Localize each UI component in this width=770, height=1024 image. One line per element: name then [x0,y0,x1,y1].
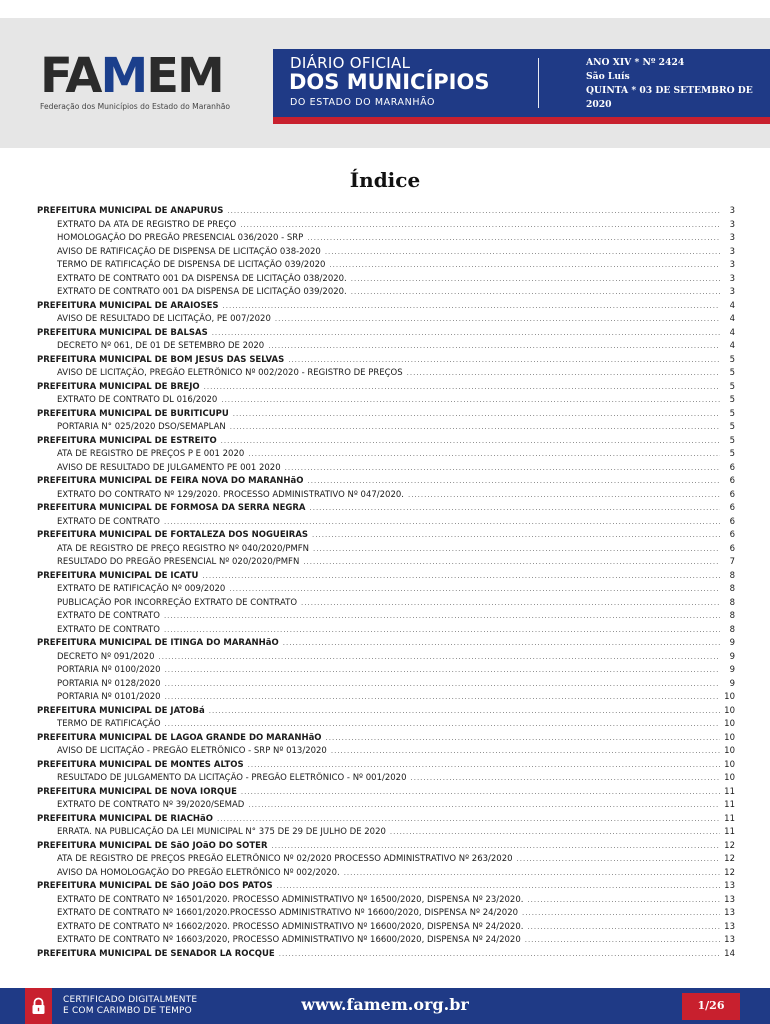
toc-dot-leader [312,529,720,543]
toc-section-row[interactable] [37,786,735,800]
toc-item-label: DECRETO Nº 091/2020 [57,651,155,662]
toc-section-label: PREFEITURA MUNICIPAL DE BOM JESUS DAS SELVAS [37,354,285,365]
toc-item-label: EXTRATO DE CONTRATO [57,516,160,527]
cert-line2: E COM CARIMBO DE TEMPO [63,1006,192,1016]
toc-page-number: 3 [729,206,735,216]
toc-section-label: PREFEITURA MUNICIPAL DE BURITICUPU [37,408,229,419]
toc-item-label: TERMO DE RATIFICAÇÃO [57,719,161,729]
toc-page-number: 4 [729,300,735,311]
toc-item-label: PORTARIA Nº 0101/2020 [57,692,161,702]
toc-section-label: PREFEITURA MUNICIPAL DE LAGOA GRANDE DO MARANHãO [37,732,322,743]
toc-section-row[interactable] [37,381,735,395]
toc-page-number: 8 [729,624,735,635]
toc-dot-leader [522,907,720,921]
toc-item-row[interactable] [37,610,735,624]
toc-item-row[interactable] [37,921,735,935]
toc-section-row[interactable] [37,948,735,962]
toc-section-row[interactable] [37,570,735,584]
toc-dot-leader [329,259,720,273]
toc-section-label: PREFEITURA MUNICIPAL DE FORTALEZA DOS NOGUEIRAS [37,530,309,540]
toc-item-row[interactable] [37,907,735,921]
toc-page-number: 8 [729,597,735,608]
toc-page-number: 13 [724,908,735,918]
toc-page-number: 9 [729,665,735,675]
toc-item-label: EXTRATO DE CONTRATO 001 DA DISPENSA DE LICITAÇÃO 039/2020. [57,287,347,297]
toc-dot-leader [165,691,720,705]
toc-section-label: PREFEITURA MUNICIPAL DE ARAIOSES [37,300,219,311]
toc-item-row[interactable] [37,772,735,786]
toc-dot-leader [227,205,720,219]
toc-dot-leader [303,556,720,570]
toc-dot-leader [325,246,720,260]
toc-section-row[interactable] [37,300,735,314]
toc-section-label: PREFEITURA MUNICIPAL DE SãO JOãO DO SOTER [37,840,268,851]
banner-red-stripe [273,117,770,124]
toc-dot-leader [390,826,720,840]
toc-dot-leader [165,718,720,732]
toc-section-row[interactable] [37,880,735,894]
toc-page-number: 7 [729,557,735,567]
toc-page-number: 11 [724,800,735,810]
toc-page-number: 3 [729,287,735,297]
toc-item-label: EXTRATO DE CONTRATO Nº 16501/2020. PROCESSO ADMINISTRATIVO Nº 16500/2020, DISPENSA Nº 23/2020. [57,894,524,905]
toc-item-row[interactable] [37,219,735,233]
toc-page-number: 5 [729,395,735,405]
toc-item-label: DECRETO Nº 061, DE 01 DE SETEMBRO DE 2020 [57,341,265,351]
toc-item-row[interactable] [37,664,735,678]
toc-item-row[interactable] [37,583,735,597]
toc-page-number: 6 [729,543,735,554]
toc-item-row[interactable] [37,394,735,408]
toc-page-number: 6 [729,516,735,527]
famem-logo [40,48,240,111]
toc-page-number: 8 [729,611,735,621]
toc-item-label: EXTRATO DE CONTRATO [57,611,160,621]
toc-page-number: 4 [729,341,735,351]
toc-item-row[interactable] [37,313,735,327]
toc-section-label: PREFEITURA MUNICIPAL DE BREJO [37,381,200,392]
toc-dot-leader [202,570,720,584]
toc-item-row[interactable] [37,826,735,840]
toc-page-number: 5 [729,381,735,392]
toc-item-row[interactable] [37,489,735,503]
toc-section-row[interactable] [37,840,735,854]
toc-dot-leader [229,583,720,597]
toc-page-number: 4 [729,327,735,338]
logo-wordmark: FAMEM [40,48,223,104]
toc-page-number: 4 [729,314,735,324]
toc-page-number: 6 [729,530,735,540]
toc-item-label: EXTRATO DE CONTRATO Nº 16603/2020, PROCESSO ADMINISTRATIVO Nº 16600/2020, DISPENSA Nº 24/2020 [57,935,521,945]
toc-page-number: 6 [729,476,735,486]
toc-section-row[interactable] [37,759,735,773]
toc-item-label: TERMO DE RATIFICAÇÃO DE DISPENSA DE LICITAÇÃO 039/2020 [57,260,326,270]
toc-dot-leader [351,273,720,287]
toc-section-row[interactable] [37,354,735,368]
toc-dot-leader [233,408,720,422]
toc-item-label: ATA DE REGISTRO DE PREÇO REGISTRO Nº 040/2020/PMFN [57,543,310,554]
toc-page-number: 9 [729,638,735,648]
toc-section-label: PREFEITURA MUNICIPAL DE ITINGA DO MARANHãO [37,638,279,648]
toc-item-row[interactable] [37,543,735,557]
toc-item-label: PORTARIA Nº 0128/2020 [57,678,161,689]
toc-dot-leader [272,840,721,854]
toc-page-number: 3 [729,246,735,257]
toc-section-row[interactable] [37,813,735,827]
toc-page-number: 10 [724,705,735,716]
toc-item-label: AVISO DE LICITAÇÃO - PREGÃO ELETRÔNICO - SRP Nº 013/2020 [57,746,327,756]
toc-item-label: AVISO DE RESULTADO DE JULGAMENTO PE 001 2020 [57,462,281,473]
toc-dot-leader [248,759,720,773]
toc-page-number: 12 [724,867,735,878]
edition-city: São Luís [586,71,630,82]
toc-dot-leader [212,327,720,341]
toc-dot-leader [308,475,720,489]
toc-item-label: RESULTADO DE JULGAMENTO DA LICITAÇÃO - PREGÃO ELETRÔNICO - Nº 001/2020 [57,773,407,783]
toc-page-number: 5 [729,354,735,365]
toc-page-number: 10 [724,759,735,770]
toc-page-number: 9 [729,651,735,662]
toc-section-label: PREFEITURA MUNICIPAL DE NOVA IORQUE [37,786,237,797]
toc-dot-leader [331,745,720,759]
toc-section-row[interactable] [37,205,735,219]
toc-dot-leader [223,300,720,314]
toc-item-row[interactable] [37,516,735,530]
toc-dot-leader [230,421,720,435]
toc-page-number: 6 [729,462,735,473]
toc-page-number: 11 [724,827,735,837]
toc-dot-leader [411,772,721,786]
banner-title-line3: DO ESTADO DO MARANHÃO [290,97,436,108]
toc-dot-leader [408,489,720,503]
toc-item-label: HOMOLOGAÇÃO DO PREGÃO PRESENCIAL 036/2020 - SRP [57,233,304,243]
edition-date: QUINTA * 03 DE SETEMBRO DE 2020 [586,85,753,110]
toc-section-row[interactable] [37,705,735,719]
table-of-contents [37,205,735,961]
toc-section-label: PREFEITURA MUNICIPAL DE ICATU [37,570,199,581]
edition-info [586,56,766,112]
toc-dot-leader [288,354,720,368]
toc-section-label: PREFEITURA MUNICIPAL DE BALSAS [37,327,208,338]
toc-section-row[interactable] [37,475,735,489]
toc-dot-leader [164,610,720,624]
toc-dot-leader [221,394,720,408]
toc-page-number: 13 [724,894,735,905]
toc-page-number: 5 [729,368,735,378]
toc-item-row[interactable] [37,232,735,246]
toc-dot-leader [240,219,720,233]
toc-dot-leader [165,678,720,692]
toc-section-label: PREFEITURA MUNICIPAL DE FEIRA NOVA DO MARANHãO [37,476,304,486]
toc-dot-leader [204,381,720,395]
toc-page-number: 5 [729,435,735,446]
toc-page-number: 14 [724,948,735,959]
toc-dot-leader [209,705,720,719]
toc-page-number: 8 [729,570,735,581]
toc-item-label: EXTRATO DE RATIFICAÇÃO Nº 009/2020 [57,584,226,594]
toc-page-number: 10 [724,692,735,702]
toc-page-number: 5 [729,422,735,432]
toc-item-row[interactable] [37,853,735,867]
toc-page-number: 13 [724,935,735,945]
toc-section-row[interactable] [37,529,735,543]
toc-item-label: EXTRATO DE CONTRATO Nº 16601/2020.PROCESSO ADMINISTRATIVO Nº 16600/2020, DISPENSA Nº 24/2020 [57,908,519,918]
toc-item-row[interactable] [37,934,735,948]
toc-dot-leader [326,732,720,746]
toc-page-number: 6 [729,503,735,513]
toc-item-row[interactable] [37,718,735,732]
toc-item-label: PUBLICAÇÃO POR INCORREÇÃO EXTRATO DE CONTRATO [57,597,298,608]
toc-section-label: PREFEITURA MUNICIPAL DE ESTREITO [37,435,217,446]
toc-dot-leader [527,894,720,908]
toc-dot-leader [268,340,720,354]
index-title: Índice [349,168,421,192]
toc-section-label: PREFEITURA MUNICIPAL DE SENADOR LA ROCQUE [37,948,275,959]
toc-page-number: 12 [724,840,735,851]
toc-page-number: 13 [724,881,735,891]
toc-item-row[interactable] [37,799,735,813]
toc-item-label: EXTRATO DE CONTRATO 001 DA DISPENSA DE LICITAÇÃO 038/2020. [57,273,347,284]
banner-title-line1: DIÁRIO OFICIAL [290,54,411,72]
banner-title-line2: DOS MUNICÍPIOS [289,70,490,94]
toc-section-row[interactable] [37,502,735,516]
website-link[interactable]: www.famem.org.br [301,995,469,1014]
toc-dot-leader [164,624,720,638]
toc-item-label: EXTRATO DE CONTRATO Nº 16602/2020. PROCESSO ADMINISTRATIVO Nº 16600/2020, DISPENSA Nº 24/2020. [57,921,524,932]
toc-dot-leader [285,462,720,476]
toc-page-number: 5 [729,408,735,419]
toc-item-label: ERRATA. NA PUBLICAÇÃO DA LEI MUNICIPAL N° 375 DE 29 DE JULHO DE 2020 [57,827,386,837]
toc-section-row[interactable] [37,435,735,449]
toc-item-row[interactable] [37,867,735,881]
toc-item-label: AVISO DE LICITAÇÃO, PREGÃO ELETRÔNICO Nº 002/2020 - REGISTRO DE PREÇOS [57,368,403,378]
page-indicator: 1/26 [697,999,725,1012]
toc-item-row[interactable] [37,367,735,381]
toc-page-number: 8 [729,584,735,594]
toc-item-row[interactable] [37,651,735,665]
toc-item-label: AVISO DA HOMOLOGAÇÃO DO PREGÃO ELETRÔNICO Nº 002/2020. [57,867,340,878]
toc-section-row[interactable] [37,637,735,651]
toc-page-number: 3 [729,233,735,243]
toc-section-label: PREFEITURA MUNICIPAL DE RIACHãO [37,813,214,824]
toc-dot-leader [351,286,720,300]
toc-item-label: EXTRATO DO CONTRATO Nº 129/2020. PROCESSO ADMINISTRATIVO Nº 047/2020. [57,489,404,500]
toc-dot-leader [241,786,720,800]
toc-item-label: ATA DE REGISTRO DE PREÇOS P E 001 2020 [57,449,245,459]
toc-item-row[interactable] [37,448,735,462]
toc-dot-leader [165,664,720,678]
toc-item-row[interactable] [37,421,735,435]
toc-page-number: 11 [724,813,735,824]
toc-dot-leader [517,853,720,867]
toc-page-number: 6 [729,489,735,500]
toc-item-row[interactable] [37,340,735,354]
toc-item-row[interactable] [37,259,735,273]
toc-dot-leader [221,435,720,449]
toc-item-row[interactable] [37,745,735,759]
toc-dot-leader [217,813,720,827]
toc-section-row[interactable] [37,408,735,422]
toc-item-label: PORTARIA Nº 0100/2020 [57,665,161,675]
toc-section-label: PREFEITURA MUNICIPAL DE ANAPURUS [37,206,224,216]
toc-dot-leader [279,948,720,962]
toc-section-label: PREFEITURA MUNICIPAL DE SãO JOãO DOS PATOS [37,881,273,891]
toc-dot-leader [407,367,720,381]
toc-dot-leader [301,597,720,611]
toc-page-number: 10 [724,719,735,729]
toc-item-row[interactable] [37,894,735,908]
toc-item-row[interactable] [37,678,735,692]
toc-dot-leader [313,543,720,557]
toc-item-label: RESULTADO DO PREGÃO PRESENCIAL Nº 020/2020/PMFN [57,557,300,567]
toc-page-number: 11 [724,786,735,797]
toc-page-number: 13 [724,921,735,932]
toc-item-row[interactable] [37,246,735,260]
toc-item-row[interactable] [37,556,735,570]
toc-page-number: 9 [729,678,735,689]
toc-item-row[interactable] [37,597,735,611]
toc-page-number: 10 [724,773,735,783]
toc-section-label: PREFEITURA MUNICIPAL DE MONTES ALTOS [37,759,244,770]
toc-page-number: 3 [729,273,735,284]
toc-item-label: PORTARIA N° 025/2020 DSO/SEMAPLAN [57,422,226,432]
toc-section-row[interactable] [37,327,735,341]
banner-divider [538,58,539,108]
toc-dot-leader [164,516,720,530]
toc-dot-leader [525,934,720,948]
toc-dot-leader [344,867,720,881]
toc-item-label: EXTRATO DE CONTRATO DL 016/2020 [57,395,218,405]
toc-page-number: 10 [724,732,735,743]
toc-item-label: AVISO DE RATIFICAÇÃO DE DISPENSA DE LICITAÇÃO 038-2020 [57,246,321,257]
edition-number: ANO XIV * Nº 2424 [586,57,685,68]
toc-dot-leader [248,799,720,813]
toc-dot-leader [307,232,720,246]
toc-page-number: 3 [729,219,735,230]
toc-page-number: 10 [724,746,735,756]
toc-page-number: 3 [729,260,735,270]
toc-item-row[interactable] [37,691,735,705]
toc-dot-leader [310,502,721,516]
toc-dot-leader [527,921,720,935]
toc-item-row[interactable] [37,462,735,476]
toc-item-label: ATA DE REGISTRO DE PREÇOS PREGÃO ELETRÔNICO Nº 02/2020 PROCESSO ADMINISTRATIVO Nº 263/2020 [57,854,513,864]
toc-item-label: EXTRATO DE CONTRATO Nº 39/2020/SEMAD [57,800,245,810]
logo-subtitle: Federação dos Municípios do Estado do Maranhão [40,102,231,111]
toc-item-row[interactable] [37,286,735,300]
toc-item-label: AVISO DE RESULTADO DE LICITAÇÃO, PE 007/2020 [57,314,271,324]
toc-dot-leader [275,313,720,327]
toc-dot-leader [248,448,720,462]
toc-page-number: 5 [729,449,735,459]
toc-dot-leader [283,637,720,651]
toc-item-row[interactable] [37,273,735,287]
toc-dot-leader [277,880,720,894]
toc-item-row[interactable] [37,624,735,638]
toc-section-row[interactable] [37,732,735,746]
toc-page-number: 12 [724,854,735,864]
toc-dot-leader [159,651,721,665]
toc-item-label: EXTRATO DE CONTRATO [57,624,160,635]
cert-line1: CERTIFICADO DIGITALMENTE [63,995,198,1005]
toc-section-label: PREFEITURA MUNICIPAL DE FORMOSA DA SERRA NEGRA [37,503,306,513]
toc-item-label: EXTRATO DA ATA DE REGISTRO DE PREÇO [57,219,237,230]
toc-section-label: PREFEITURA MUNICIPAL DE JATOBá [37,705,205,716]
